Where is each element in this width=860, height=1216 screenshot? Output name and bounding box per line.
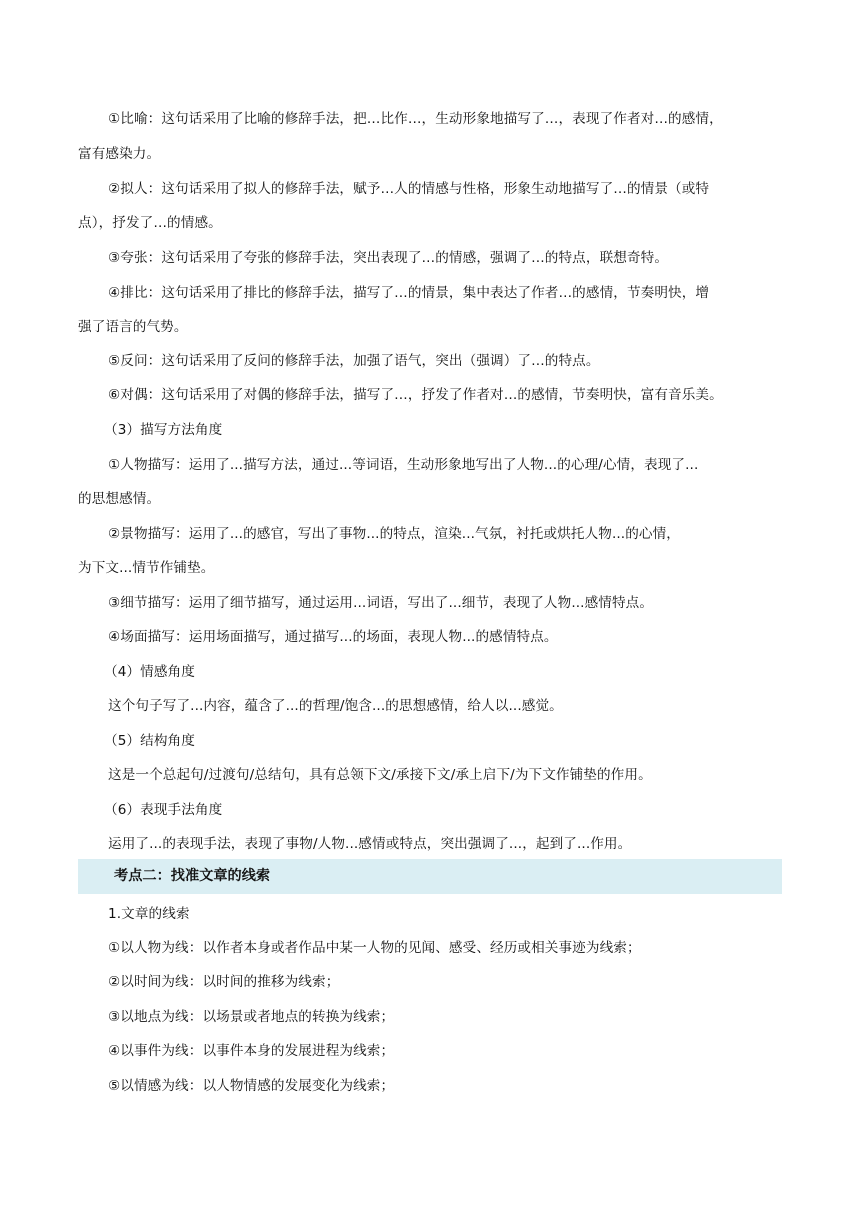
clue-item-event: ④以事件为线：以事件本身的发展进程为线索；: [108, 1043, 395, 1059]
technique-text: 运用了...的表现手法，表现了事物/人物...感情或特点，突出强调了...，起到了...作用。: [108, 836, 632, 852]
metaphor-line-2: 富有感染力。: [78, 146, 161, 162]
clue-item-place: ③以地点为线：以场景或者地点的转换为线索；: [108, 1009, 395, 1025]
scenery-description-line-1: ②景物描写：运用了...的感官，写出了事物...的特点，渲染...气氛，衬托或烘托人物...的心情，: [108, 526, 681, 542]
scenery-description-line-2: 为下文...情节作铺垫。: [78, 560, 215, 576]
section-banner-title: 考点二：找准文章的线索: [114, 868, 271, 884]
antithesis-line: ⑥对偶：这句话采用了对偶的修辞手法，描写了…，抒发了作者对…的感情，节奏明快，富有音乐美。: [108, 387, 723, 403]
parallelism-line-1: ④排比：这句话采用了排比的修辞手法，描写了…的情景，集中表达了作者…的感情，节奏明快，增: [108, 285, 710, 301]
metaphor-line-1: ①比喻：这句话采用了比喻的修辞手法，把…比作…，生动形象地描写了…，表现了作者对…的感情，: [108, 111, 723, 127]
clue-item-time: ②以时间为线：以时间的推移为线索；: [108, 974, 340, 990]
section-banner: [78, 859, 782, 894]
detail-description-line: ③细节描写：运用了细节描写，通过运用...词语，写出了...细节，表现了人物...感情特点。: [108, 595, 654, 611]
character-description-line-1: ①人物描写：运用了...描写方法，通过...等词语，生动形象地写出了人物...的心理/心情，表现了...: [108, 457, 699, 473]
rhetorical-question-line: ⑤反问：这句话采用了反问的修辞手法，加强了语气，突出（强调）了…的特点。: [108, 353, 600, 369]
clue-item-emotion: ⑤以情感为线：以人物情感的发展变化为线索；: [108, 1078, 395, 1094]
technique-heading: （6）表现手法角度: [104, 802, 223, 818]
clue-item-character: ①以人物为线：以作者本身或者作品中某一人物的见闻、感受、经历或相关事迹为线索；: [108, 940, 641, 956]
personification-line-1: ②拟人：这句话采用了拟人的修辞手法，赋予…人的情感与性格，形象生动地描写了…的情景（或特: [108, 181, 710, 197]
personification-line-2: 点），抒发了…的情感。: [78, 215, 222, 231]
structure-heading: （5）结构角度: [104, 733, 195, 749]
parallelism-line-2: 强了语言的气势。: [78, 319, 188, 335]
emotion-text: 这个句子写了...内容，蕴含了...的哲理/饱含...的思想感情，给人以...感觉。: [108, 698, 563, 714]
clue-subheading: 1.文章的线索: [108, 906, 190, 922]
structure-text: 这是一个总起句/过渡句/总结句，具有总领下文/承接下文/承上启下/为下文作铺垫的作用。: [108, 767, 652, 783]
character-description-line-2: 的思想感情。: [78, 491, 161, 507]
scene-description-line: ④场面描写：运用场面描写，通过描写...的场面，表现人物...的感情特点。: [108, 629, 558, 645]
emotion-heading: （4）情感角度: [104, 664, 195, 680]
hyperbole-line: ③夸张：这句话采用了夸张的修辞手法，突出表现了…的情感，强调了…的特点，联想奇特。: [108, 250, 669, 266]
description-heading: （3）描写方法角度: [104, 422, 223, 438]
